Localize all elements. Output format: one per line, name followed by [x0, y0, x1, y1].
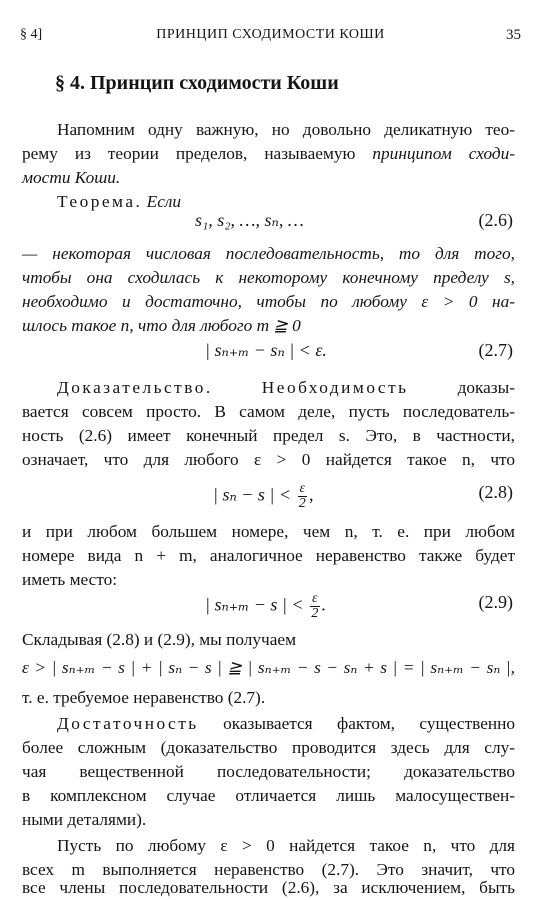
conclusion-line: т. е. требуемое неравенство (2.7).	[22, 688, 266, 707]
proof-line-6: номере вида n + m, аналогичное неравенство также будет	[22, 546, 515, 565]
theorem-line-4: шлось такое n, что для любого m ≧ 0	[22, 316, 301, 335]
proof-line-1	[57, 376, 515, 400]
theorem-line-3: необходимо и достаточно, чтобы по любому ε > 0 на-	[22, 292, 515, 311]
last-line-1: Пусть по любому ε > 0 найдется такое n, что для	[57, 836, 515, 855]
intro-line-3: мости Коши.	[22, 168, 121, 187]
sufficiency-line-2: более сложным (доказательство проводится здесь для слу-	[22, 738, 515, 757]
equation-2-8	[0, 474, 541, 514]
theorem-line-2: чтобы она сходилась к некоторому конечному пределу s,	[22, 268, 515, 287]
running-head	[20, 27, 521, 49]
section-ref: § 4]	[20, 27, 43, 42]
proof-line-2: вается совсем просто. В самом деле, пусть последователь-	[22, 402, 515, 421]
fraction-numerator: ε	[312, 591, 318, 606]
fraction-denominator: 2	[298, 496, 306, 511]
fraction-numerator: ε	[299, 481, 306, 496]
intro-line-1: Напомним одну важную, но довольно деликатную тео-	[57, 120, 515, 139]
sufficiency-line-4: в комплексном случае отличается лишь малосуществен-	[22, 786, 515, 805]
equation-2-9-formula	[205, 592, 326, 621]
proof-line-7: иметь место:	[22, 570, 118, 589]
fraction-denominator: 2	[311, 606, 319, 621]
proof-label: Доказательство.	[57, 378, 213, 397]
equation-2-7-number: (2.7)	[478, 340, 513, 360]
theorem-if: Если	[146, 192, 182, 211]
sufficiency-line-5: ными деталями).	[22, 810, 147, 829]
sufficiency-line-1	[57, 712, 515, 736]
section-title: § 4. Принцип сходимости Коши	[55, 72, 339, 94]
equation-2-7-formula: | sₙ₊ₘ − sₙ | < ε.	[205, 340, 327, 360]
equation-2-8-formula	[213, 482, 314, 511]
equation-2-9-left: | sₙ₊ₘ − s | <	[205, 594, 304, 615]
last-line-2: всех m выполняется неравенство (2.7). Это значит, что	[22, 860, 515, 879]
sufficiency-label: Достаточность	[57, 714, 199, 733]
proof-line-3: ность (2.6) имеет конечный предел s. Это, в частности,	[22, 426, 515, 445]
sufficiency-line-3: чая вещественной последовательности; доказательство	[22, 762, 515, 781]
page-number: 35	[506, 27, 521, 43]
equation-2-9	[0, 584, 541, 624]
proof-line-5: и при любом большем номере, чем n, т. е. при любом	[22, 522, 515, 541]
epsilon-half-fraction	[310, 592, 320, 621]
chapter-heading: ПРИНЦИП СХОДИМОСТИ КОШИ	[156, 27, 385, 42]
proof-line-1-end: доказы-	[457, 378, 515, 397]
equation-2-6-formula: s₁, s₂, …, sₙ, …	[195, 210, 304, 230]
last-line-3: все члены последовательности (2.6), за исключением, быть	[22, 878, 515, 897]
proof-line-4: означает, что для любого ε > 0 найдется такое n, что	[22, 450, 515, 469]
sufficiency-line-1-end: оказывается фактом, существенно	[223, 714, 515, 733]
equation-2-8-number: (2.8)	[478, 482, 513, 502]
intro-line-2-text: рему из теории пределов, называемую	[22, 144, 373, 163]
equation-2-8-left: | sₙ − s | <	[213, 484, 291, 505]
adding-line: Складывая (2.8) и (2.9), мы получаем	[22, 630, 297, 649]
equation-2-9-number: (2.9)	[478, 592, 513, 612]
intro-line-2	[22, 142, 515, 166]
necessity-label: Необходимость	[261, 378, 409, 397]
equation-2-9-tail: .	[321, 594, 327, 615]
theorem-label: Теорема.	[57, 192, 143, 211]
equation-2-8-tail: ,	[309, 484, 314, 505]
epsilon-half-fraction	[298, 482, 308, 511]
equation-2-6-number: (2.6)	[478, 210, 513, 230]
cauchy-principle-term: принципом сходи-	[372, 144, 516, 163]
equation-2-7	[0, 340, 541, 374]
equation-2-6	[0, 210, 541, 244]
long-inequality: ε > | sₙ₊ₘ − s | + | sₙ − s | ≧ | sₙ₊ₘ − s − sₙ + s | = | sₙ₊ₘ − sₙ |,	[22, 658, 515, 677]
theorem-line-1: — некоторая числовая последовательность, то для того,	[22, 244, 515, 263]
